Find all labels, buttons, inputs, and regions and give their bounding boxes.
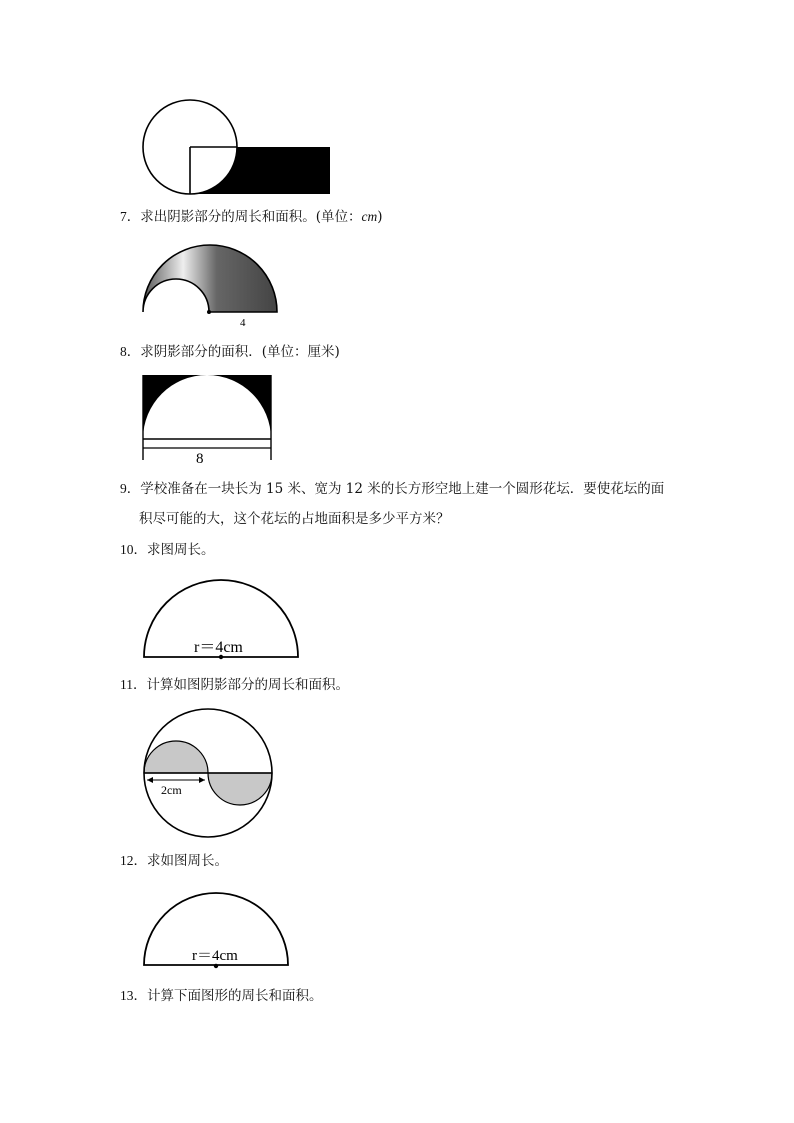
question-13: 13．计算下面图形的周长和面积。 [120,988,323,1004]
figure-7-label: 4 [240,317,246,329]
figure-8-label: 8 [196,451,204,467]
question-11: 11．计算如图阴影部分的周长和面积。 [120,677,349,693]
question-9-line2: 积尽可能的大，这个花坛的占地面积是多少平方米？ [139,511,450,527]
figure-11-label: 2cm [161,783,182,797]
question-12: 12．求如图周长。 [120,853,228,869]
figure-half-annulus [136,234,286,334]
question-10: 10．求图周长。 [120,542,215,558]
question-9: 9．学校准备在一块长为 15 米、宽为 12 米的长方形空地上建一个圆形花坛．要使花坛的面 [120,481,665,497]
figure-12-label: r＝4cm [192,948,238,964]
question-8: 8．求阴影部分的面积．(单位：厘米) [120,344,340,360]
figure-circle-yinyang [136,703,281,843]
figure-10-label: r＝4cm [194,639,243,656]
figure-rect-semicircle [136,370,281,470]
figure-semicircle-10 [136,567,306,667]
figure-semicircle-12 [136,880,296,975]
figure-circle-rectangle [130,92,340,202]
question-7: 7．求出阴影部分的周长和面积。(单位：cm) [120,209,383,225]
